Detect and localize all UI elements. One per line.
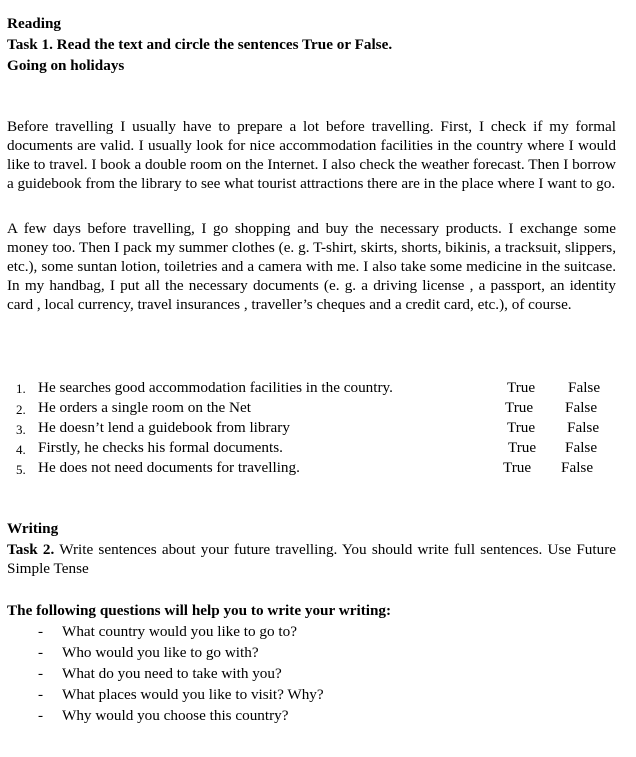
- reading-heading: Reading: [7, 15, 62, 32]
- question-number: 3.: [16, 422, 26, 437]
- true-option[interactable]: True: [505, 399, 534, 416]
- question-text: He searches good accommodation facilities in the country.: [38, 379, 393, 396]
- reading-title: Going on holidays: [7, 57, 125, 74]
- reading-task: Task 1. Read the text and circle the sentences True or False.: [7, 36, 393, 53]
- true-option[interactable]: True: [503, 459, 532, 476]
- bullet-dash: -: [38, 707, 44, 724]
- false-option[interactable]: False: [567, 419, 600, 436]
- bullet-dash: -: [38, 686, 44, 703]
- reading-paragraph-1: Before travelling I usually have to prepare a lot before travelling. First, I check if my formal documents are valid. I usually look for nice accommodation facilities in the country where I would like to travel. I book a double room on the Internet. I also check the weather forecast. Then I borrow a guidebook from the library to see what tourist attractions there are in the place where I want to go.: [7, 118, 616, 192]
- writing-questions-heading: The following questions will help you to write your writing:: [7, 602, 392, 619]
- question-text: He doesn’t lend a guidebook from library: [38, 419, 290, 436]
- question-number: 4.: [16, 442, 26, 457]
- reading-paragraph-2: A few days before travelling, I go shopping and buy the necessary products. I exchange some money too. Then I pack my summer clothes (e. g. T-shirt, skirts, shorts, bikinis, a tracksuit, slippers, etc.), some suntan lotion, toiletries and a camera with me. I also take some medicine in the suitcase. In my handbag, I put all the necessary documents (e. g. a driving license , a passport, an identity card , local currency, travel insurances , traveller’s cheques and a credit card, etc.), of course.: [7, 220, 616, 313]
- false-option[interactable]: False: [565, 439, 598, 456]
- bullet-text: What places would you like to visit? Why?: [62, 686, 324, 703]
- question-text: He orders a single room on the Net: [38, 399, 251, 416]
- bullet-text: What do you need to take with you?: [62, 665, 282, 682]
- false-option[interactable]: False: [561, 459, 594, 476]
- writing-task-label: Task 2.: [7, 541, 55, 558]
- question-number: 2.: [16, 402, 26, 417]
- bullet-dash: -: [38, 644, 44, 661]
- writing-task-text: Write sentences about your future travelling. You should write full sentences. Use Future Simple Tense: [7, 541, 616, 577]
- writing-task: [7, 540, 616, 578]
- writing-heading: Writing: [7, 520, 59, 537]
- true-option[interactable]: True: [507, 419, 536, 436]
- true-option[interactable]: True: [507, 379, 536, 396]
- bullet-text: Who would you like to go with?: [62, 644, 259, 661]
- bullet-dash: -: [38, 623, 44, 640]
- bullet-dash: -: [38, 665, 44, 682]
- question-number: 1.: [16, 381, 26, 396]
- question-number: 5.: [16, 462, 26, 477]
- false-option[interactable]: False: [565, 399, 598, 416]
- question-text: Firstly, he checks his formal documents.: [38, 439, 283, 456]
- bullet-text: What country would you like to go to?: [62, 623, 297, 640]
- question-text: He does not need documents for travelling.: [38, 459, 300, 476]
- bullet-text: Why would you choose this country?: [62, 707, 289, 724]
- true-option[interactable]: True: [508, 439, 537, 456]
- false-option[interactable]: False: [568, 379, 601, 396]
